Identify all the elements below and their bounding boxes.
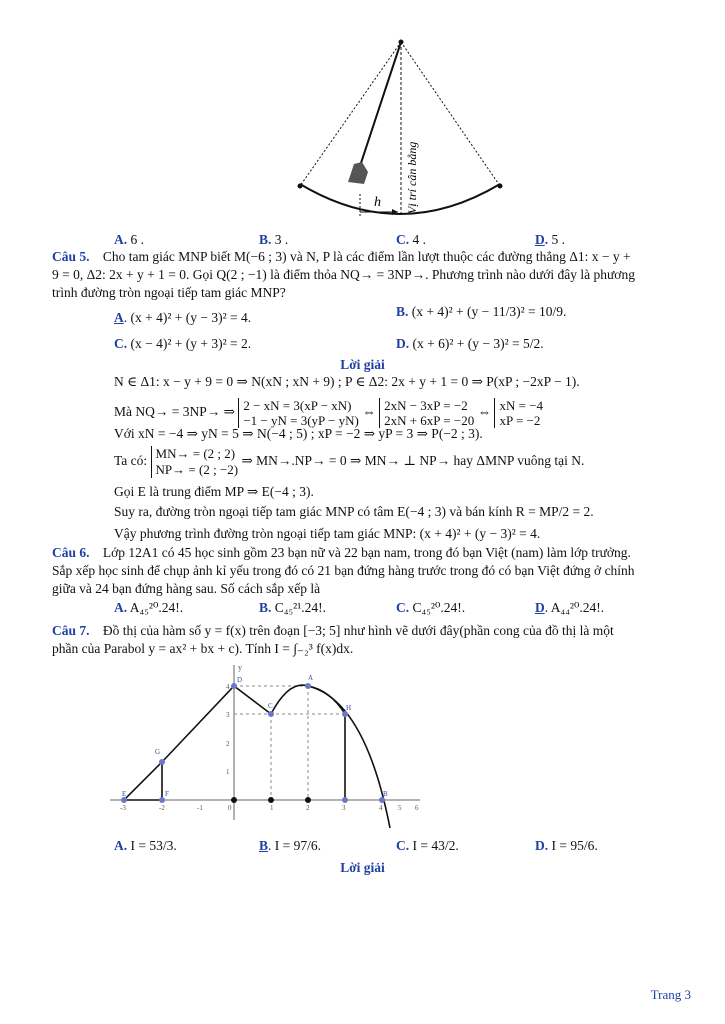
q5-step-4: Ta có: MN→ = (2 ; 2) NP→ = (2 ; −2) ⇒ MN→.NP→ = 0 ⇒ MN→ ⊥ NP→ hay ΔMNP vuông tại N. [114,446,585,477]
function-graph [100,660,430,830]
q7-option-c: C. I = 43/2. [396,838,459,853]
q5-option-c: C. (x − 4)² + (y + 3)² = 2. [114,336,252,351]
q6-option-d: D. A₄₄²⁰.24!. [535,600,605,615]
graph-y-axis-label: y [238,663,242,672]
graph-x-tick: 5 [398,804,402,812]
q5-step-6: Suy ra, đường tròn ngoại tiếp tam giác MNP có tâm E(−4 ; 3) và bán kính R = MP/2 = 2. [114,504,594,519]
page-number: Trang 3 [650,987,691,1002]
q5-statement: Câu 5. Cho tam giác MNP biết M(−6 ; 3) và N, P là các điểm lần lượt thuộc các đường thẳng Δ1: x − y + 9 = 0, Δ2: 2x + y + 1 = 0. Gọi Q(2 ; −1) là điểm thỏa NQ→ = 3NP→. Phương trình nào dưới đây là phương trình đường tròn ngoại tiếp tam giác MNP? [52,249,635,300]
q5-step-3: Với xN = −4 ⇒ yN = 5 ⇒ N(−4 ; 5) ; xP = −2 ⇒ yP = 3 ⇒ P(−2 ; 3). [114,426,483,441]
graph-y-tick: 1 [226,768,230,776]
graph-x-tick: 1 [270,804,274,812]
q6-option-a: A. A₄₅²⁰.24!. [114,600,184,615]
pendulum-h-label: h [374,195,381,210]
q5-option-b: B. (x + 4)² + (y − 11/3)² = 10/9. [396,304,567,319]
q7-option-d: D. I = 95/6. [535,838,598,853]
q6-option-b: B. C₄₅²¹.24!. [259,600,327,615]
pendulum-vertical-label: Vị trí cân bằng [405,141,419,214]
q5-option-d: D. (x + 6)² + (y − 3)² = 5/2. [396,336,544,351]
graph-x-tick: -3 [120,804,126,812]
graph-point-label: E [122,790,127,798]
graph-x-tick: -2 [159,804,165,812]
q7-option-a: A. I = 53/3. [114,838,177,853]
graph-point-label: B [383,790,388,798]
graph-y-tick: 4 [226,683,230,691]
q7-option-b: B. I = 97/6. [259,838,322,853]
q7-label: Câu 7. [52,623,90,638]
pendulum-figure [290,34,520,230]
q5-step-7: Vậy phương trình đường tròn ngoại tiếp tam giác MNP: (x + 4)² + (y − 3)² = 4. [114,526,541,541]
graph-x-tick: 0 [228,804,232,812]
graph-x-tick: 2 [306,804,310,812]
graph-y-tick: 3 [226,711,230,719]
q5-label: Câu 5. [52,249,90,264]
q5-option-a: A. (x + 4)² + (y − 3)² = 4. [114,310,252,325]
q5-step-5: Gọi E là trung điểm MP ⇒ E(−4 ; 3). [114,484,314,499]
graph-x-tick: 6 [415,804,419,812]
q4-option-d: D. 5 . [535,232,565,247]
q7-statement: Câu 7. Đồ thị của hàm số y = f(x) trên đoạn [−3; 5] như hình vẽ dưới đây(phần cong của đồ thị là một phần của Parabol y = ax² + bx + c). Tính I = ∫₋₂³ f(x)dx. [52,623,614,656]
graph-y-tick: 2 [226,740,230,748]
graph-point-label: A [308,674,314,682]
graph-point-label: G [155,748,161,756]
q6-label: Câu 6. [52,545,90,560]
q7-solution-title: Lời giải [340,860,385,875]
graph-point-label: F [165,790,169,798]
q6-option-c: C. C₄₅²⁰.24!. [396,600,466,615]
q4-option-a: A. 6 . [114,232,144,247]
graph-point-label: D [237,676,243,684]
q4-option-b: B. 3 . [259,232,289,247]
q6-statement: Câu 6. Lớp 12A1 có 45 học sinh gồm 23 bạn nữ và 22 bạn nam, trong đó bạn Việt (nam) làm lớp trưởng. Sắp xếp học sinh để chụp ảnh kỉ yếu trong đó có 21 bạn đứng hàng trước trong đó có bạn Việt đứng ở chính giữa và 24 bạn đứng hàng sau. Số cách sắp xếp là [52,545,635,596]
q5-solution-title: Lời giải [340,357,385,372]
graph-x-tick: 4 [379,804,383,812]
q5-step-1: N ∈ Δ1: x − y + 9 = 0 ⇒ N(xN ; xN + 9) ; P ∈ Δ2: 2x + y + 1 = 0 ⇒ P(xP ; −2xP − 1). [114,374,580,389]
graph-point-label: H [346,704,352,712]
graph-x-tick: -1 [197,804,203,812]
q4-option-c: C. 4 . [396,232,426,247]
q5-step-2: Mà NQ→ = 3NP→ ⇒ 2 − xN = 3(xP − xN) −1 − yN = 3(yP − yN) ⇔ 2xN − 3xP = −2 2xN + 6xP = −20 ⇔ xN = −4 xP = −2 [114,398,544,428]
graph-point-label: C [268,702,273,710]
graph-x-tick: 3 [342,804,346,812]
